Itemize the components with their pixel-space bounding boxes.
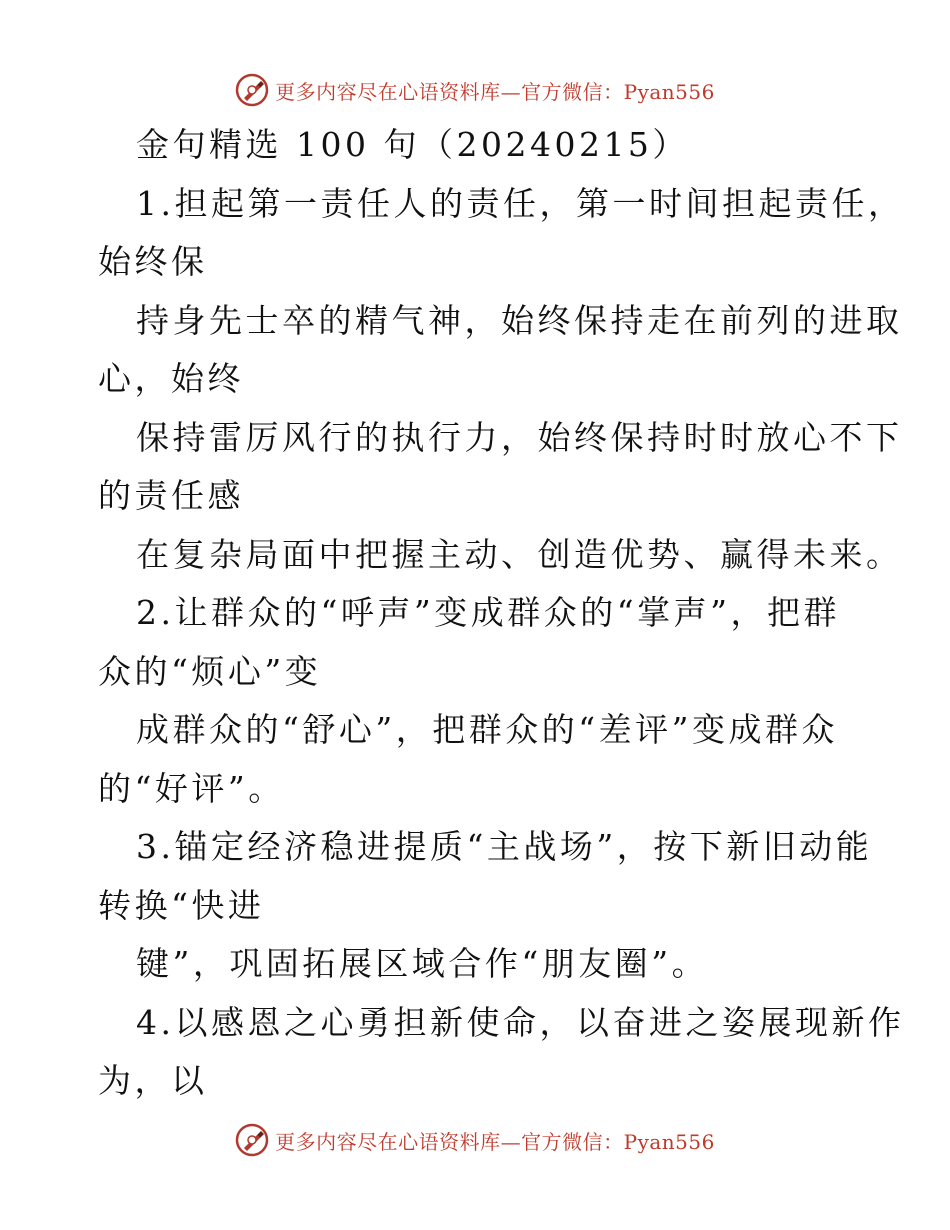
pen-logo-icon — [235, 73, 269, 107]
header-banner — [0, 70, 950, 110]
text-line: 为，以 — [98, 1061, 208, 1100]
banner-text: 更多内容尽在心语资料库—官方微信：Pyan556 — [275, 79, 715, 104]
pen-logo-icon — [235, 1123, 269, 1157]
document-body — [98, 116, 905, 1111]
text-line: 的“好评”。 — [98, 768, 285, 808]
text-line: 始终保 — [98, 242, 208, 281]
text-line: 保持雷厉风行的执行力，始终保持时时放心不下 — [136, 417, 903, 457]
banner-text: 更多内容尽在心语资料库—官方微信：Pyan556 — [275, 1129, 715, 1154]
text-line: 1.担起第一责任人的责任，第一时间担起责任， — [136, 183, 905, 223]
text-line: 众的“烦心”变 — [98, 651, 322, 691]
text-line: 在复杂局面中把握主动、创造优势、赢得未来。 — [136, 534, 903, 574]
text-line: 成群众的“舒心”，把群众的“差评”变成群众 — [136, 710, 838, 749]
text-line: 的责任感 — [98, 476, 244, 515]
text-line: 3.锚定经济稳进提质“主战场”，按下新旧动能 — [136, 827, 873, 866]
text-line: 持身先士卒的精气神，始终保持走在前列的进取 — [136, 300, 903, 340]
text-line: 转换“快进 — [98, 885, 265, 925]
footer-banner — [0, 1120, 950, 1160]
wechat-id: Pyan556 — [623, 1129, 715, 1154]
text-line: 2.让群众的“呼声”变成群众的“掌声”，把群 — [136, 593, 840, 632]
text-line: 4.以感恩之心勇担新使命，以奋进之姿展现新作 — [136, 1002, 905, 1042]
text-line: 键”，巩固拓展区域合作“朋友圈”。 — [136, 944, 709, 983]
wechat-id: Pyan556 — [623, 79, 715, 104]
text-line: 心，始终 — [98, 359, 244, 398]
text-line: 金句精选 100 句（20240215） — [136, 125, 689, 164]
